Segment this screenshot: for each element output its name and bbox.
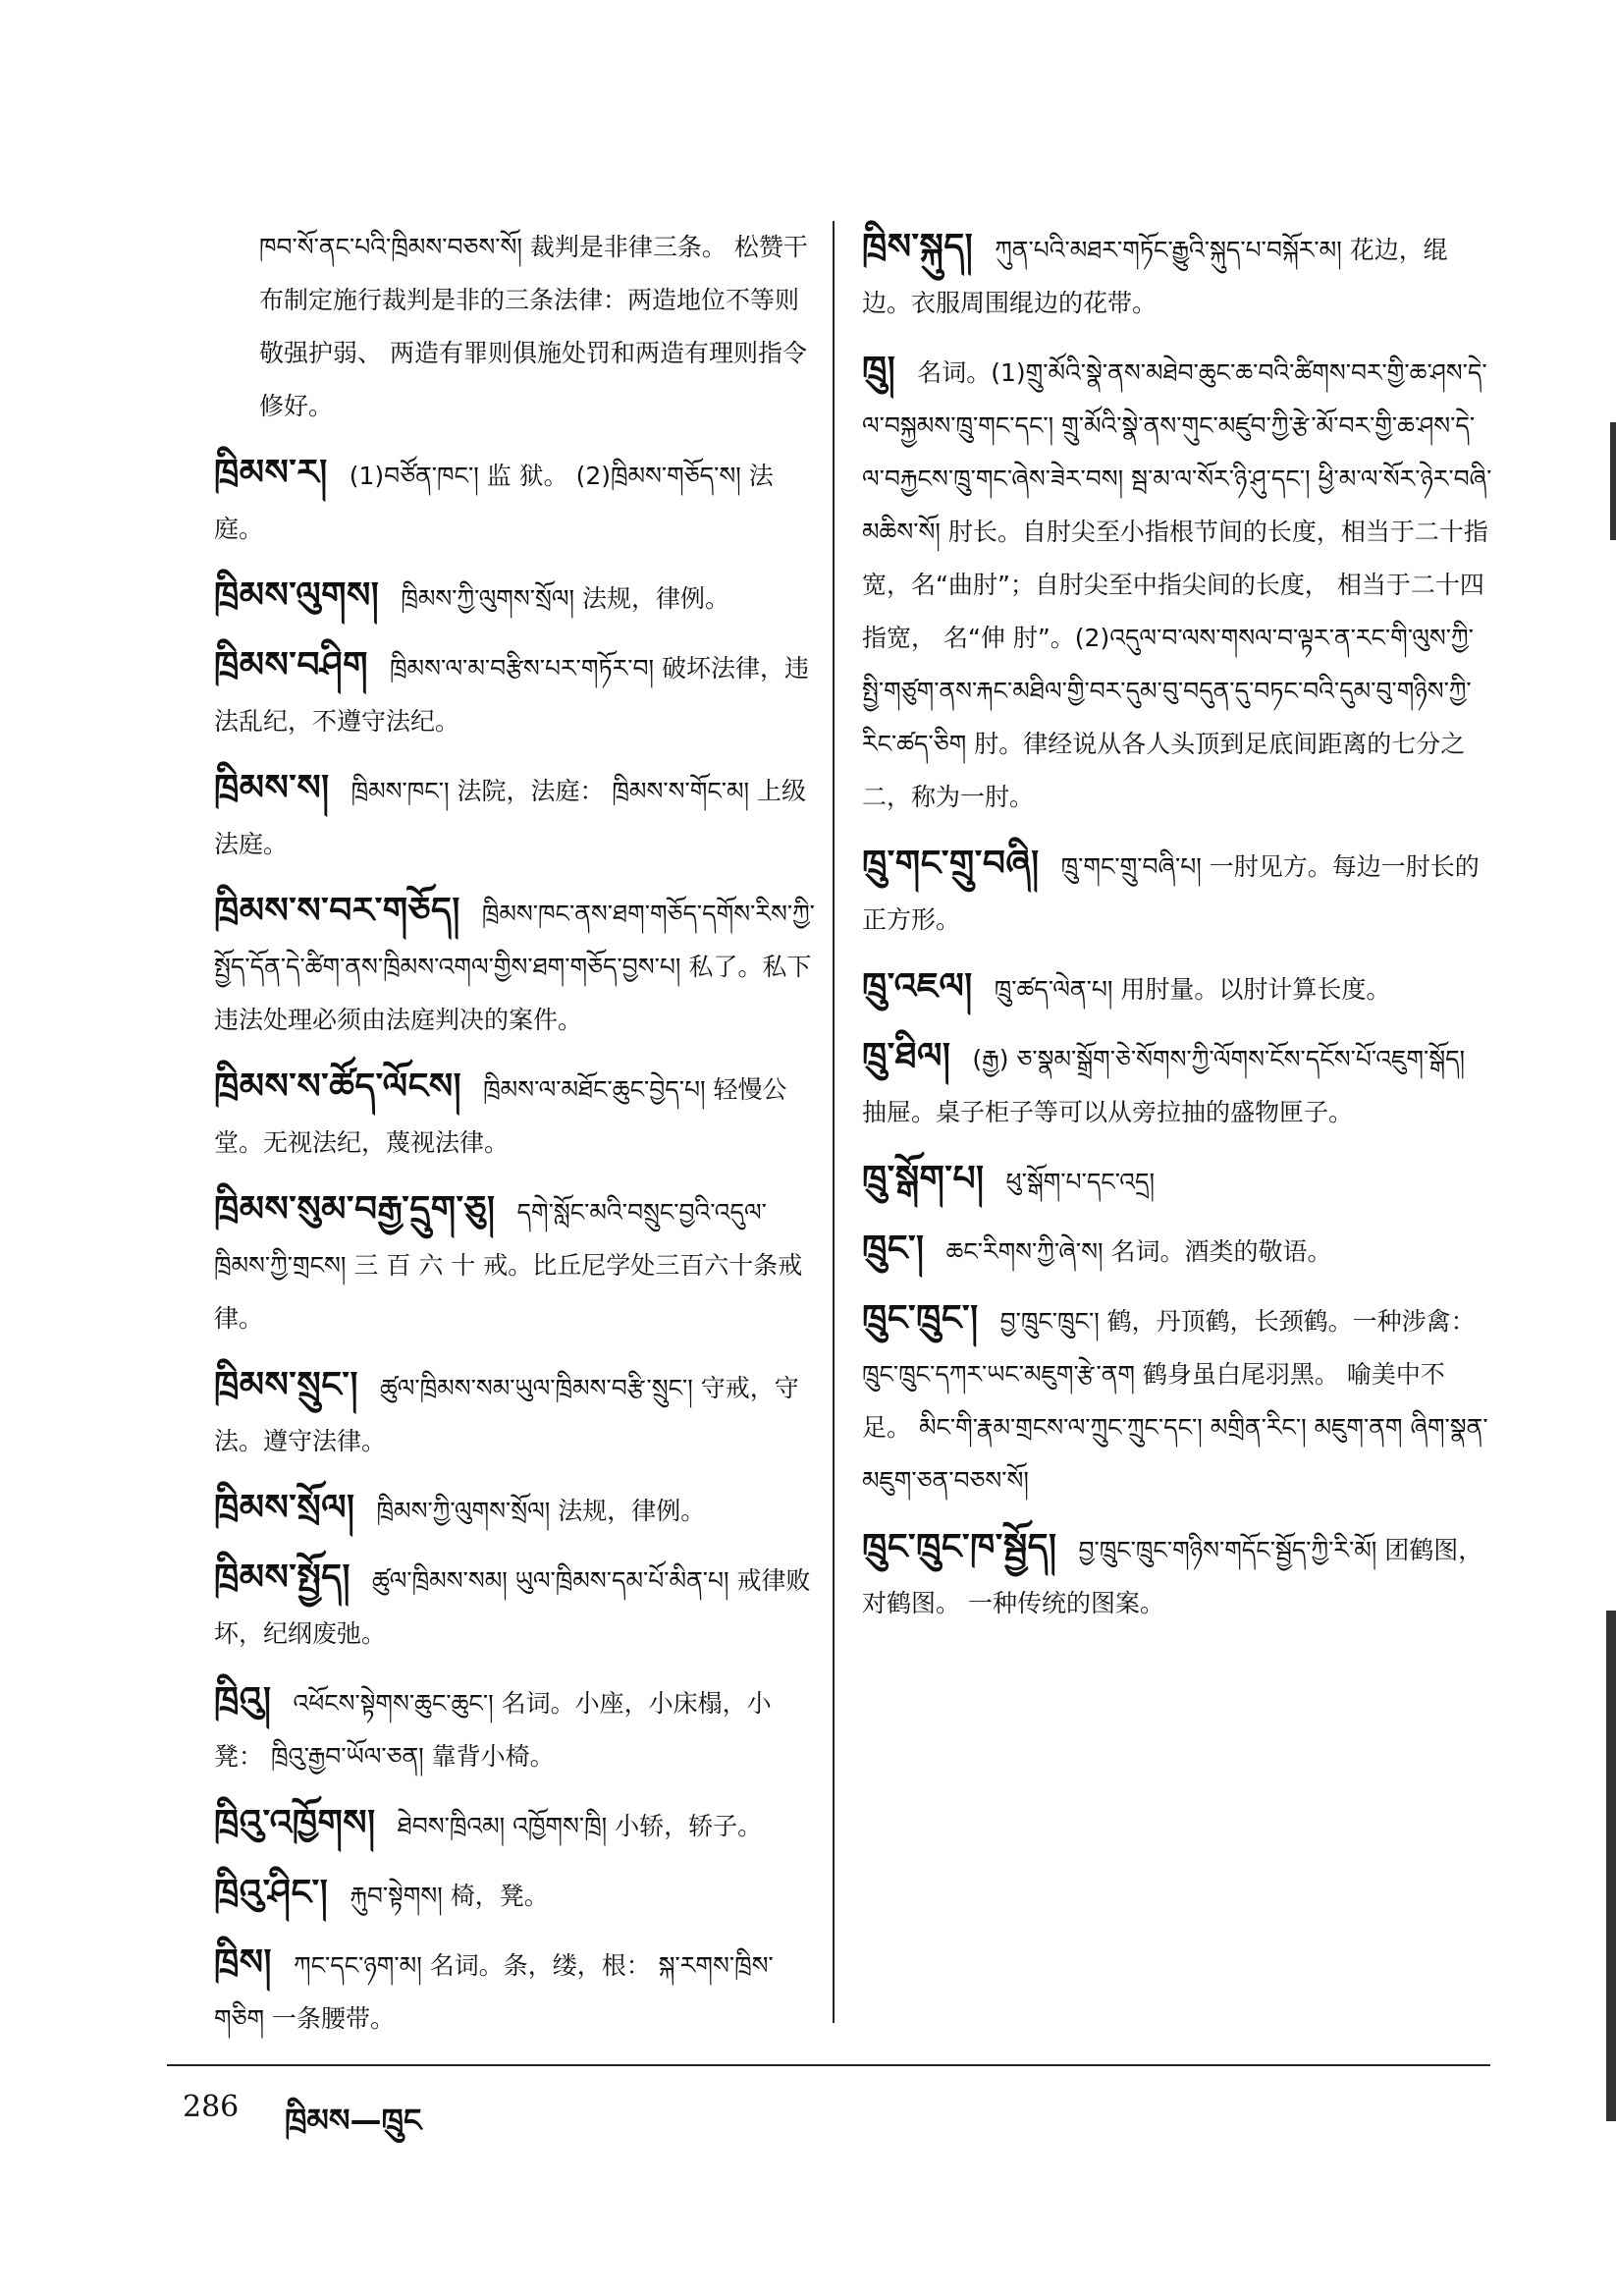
headword: ཁྲིམས་བཤིག: [214, 645, 369, 685]
definition: ཐེབས་ཁྲིའམ། འཁྱོགས་ཁྲི། 小轿，轿子。: [397, 1812, 763, 1840]
headword: ཁྲུ་འཇལ།: [862, 966, 973, 1007]
dictionary-entry: [214, 221, 815, 433]
headword: ཁྲུ་གང་གྲུ་བཞི།: [862, 844, 1040, 884]
headword: ཁྲིའུ།: [214, 1680, 272, 1721]
definition: ཕུ་སྒོག་པ་དང་འདྲ།: [1005, 1168, 1155, 1196]
headword: ཁྲིམས་སྲོལ།: [214, 1488, 355, 1528]
dictionary-entry: [214, 1183, 815, 1345]
definition: ཁྲིམས་ཀྱི་ལུགས་སྲོལ། 法规，律例。: [376, 1497, 706, 1525]
dictionary-entry: [214, 447, 815, 556]
definition: ཁྲིམས་ཁང་ནས་ཐག་གཅོད་དགོས་རིས་ཀྱི་སྤྱོད་དོན་དེ་ཚིག་ནས་ཁྲིམས་འགལ་གྱིས་ཐག་གཅོད་བྱས་པ། 私了。私下违法处理必须由法庭判决的案件。: [214, 900, 815, 1034]
dictionary-entry: [214, 1359, 815, 1468]
headword: ཁྲུ་ཐིལ།: [862, 1036, 951, 1076]
dictionary-entry: [214, 1674, 815, 1783]
dictionary-entry: [214, 1867, 815, 1923]
headword: ཁྲིམས་སྤྱོད།: [214, 1558, 350, 1598]
definition: ཚུལ་ཁྲིམས་སམ་ཡུལ་ཁྲིམས་བརྩི་སྲུང་། 守戒，守法。遵守法律。: [214, 1374, 799, 1455]
dictionary-entry: [214, 570, 815, 626]
definition: ཁྲིམས་ཁང་། 法院，法庭： ཁྲིམས་ས་གོང་མ། 上级法庭。: [214, 777, 807, 858]
dictionary-entry: [214, 885, 815, 1047]
headword: ཁྲིའུ་འཁྱོགས།: [214, 1803, 376, 1843]
definition: ཀང་དང་ཉག་མ། 名词。条，缕，根： སྐ་རགས་ཁྲིས་གཅིག 一条腰带。: [214, 1951, 774, 2033]
definition: བྱ་ཁྲུང་ཁྲུང་། 鹤，丹顶鹤，长颈鹤。一种涉禽： ཁྲུང་ཁྲུང་དཀར་ཡང་མཇུག་རྩེ་ནག 鹤身虽白尾羽黑。 喻美中不足。 མིང་གི་རྣམ་གྲངས་ལ་ཀྲུང་ཀྲུང་དང་། མགྲིན་རིང་། མཇུག་ནག ཞིག་སྣན་མཇུག་ཅན་བཅས་སོ།: [862, 1307, 1488, 1495]
dictionary-entry: [862, 1521, 1492, 1630]
edge-mark: [1606, 1611, 1616, 2121]
column-divider: [833, 221, 835, 2023]
definition: བྱ་ཁྲུང་ཁྲུང་གཉིས་གདོང་སྦྱོད་ཀྱི་རི་མོ། 团鹤图， 对鹤图。 一种传统的图案。: [862, 1536, 1483, 1617]
dictionary-entry: [214, 762, 815, 871]
definition: ཆང་རིགས་ཀྱི་ཞེ་ས། 名词。酒类的敬语。: [945, 1237, 1332, 1266]
headword: ཁྲུ་སྒོག་པ།: [862, 1159, 985, 1199]
headword: ཁྲིམས་ས་ཚོད་ལོངས།: [214, 1066, 462, 1107]
definition: ཁྲུ་གང་གྲུ་བཞི་པ། 一肘见方。每边一肘长的正方形。: [862, 852, 1480, 934]
headword: ཁྲུང་།: [862, 1229, 925, 1269]
dictionary-entry: [862, 838, 1492, 947]
dictionary-entry: [862, 960, 1492, 1016]
dictionary-entry: [862, 1223, 1492, 1279]
dictionary-entry: [214, 1937, 815, 2046]
left-column: [214, 221, 815, 2059]
definition: 名词。(1)གྲུ་མོའི་སྣེ་ནས་མཐེབ་ཆུང་ཆ་བའི་ཚིགས་བར་གྱི་ཆ་ཤས་དེ་ལ་བསྐྱམས་ཁྲུ་གང་དང་། གྲུ་མོའི་སྣེ་ནས་གུང་མཛུབ་ཀྱི་རྩེ་མོ་བར་གྱི་ཆ་ཤས་དེ་ལ་བརྐྱངས་ཁྲུ་གང་ཞེས་ཟེར་བས། སྦ་མ་ལ་སོར་ཉི་ཤུ་དང་། ཕྱི་མ་ལ་སོར་ཉེར་བཞི་མཆིས་སོ། 肘长。自肘尖至小指根节间的长度，相当于二十指宽，名“曲肘”；自肘尖至中指尖间的长度， 相当于二十四指宽， 名“伸 肘”。(2)འདུལ་བ་ལས་གསལ་བ་ལྟར་ན་རང་གི་ལུས་ཀྱི་སྤྱི་གཙུག་ནས་རྐང་མཐིལ་གྱི་བར་དུམ་བུ་བདུན་དུ་བཏང་བའི་དུམ་བུ་གཉིས་ཀྱི་རིང་ཚད་ཅིག 肘。律经说从各人头顶到足底间距离的七分之二，称为一肘。: [862, 358, 1492, 811]
running-head: ཁྲིམས—ཁྲུང: [285, 2102, 422, 2139]
definition: ཁྲུ་ཚད་ལེན་པ། 用肘量。以肘计算长度。: [994, 975, 1391, 1004]
headword: ཁྲིམས་ར།: [214, 453, 328, 493]
definition: ཁྲིམས་ལ་མཐོང་ཆུང་བྱེད་པ། 轻慢公堂。无视法纪，蔑视法律。: [214, 1075, 787, 1157]
definition: ཁྲིམས་ལ་མ་བརྩིས་པར་གཏོར་བ། 破坏法律，违法乱纪，不遵守法纪。: [214, 654, 810, 736]
headword: ཁྲིས།: [214, 1942, 272, 1983]
definition: ཀུན་པའི་མཐར་གཏོང་རྒྱུའི་སྐུད་པ་བསྐོར་མ། 花边，绲边。衣服周围绲边的花带。: [862, 236, 1448, 317]
headword: ཁྲུང་ཁྲུང་།: [862, 1298, 979, 1339]
dictionary-entry: [214, 639, 815, 748]
headword: ཁྲིམས་སུམ་བརྒྱ་དྲུག་ཅུ།: [214, 1189, 496, 1230]
footer-rule: [167, 2064, 1490, 2066]
right-column: [862, 221, 1492, 1644]
edge-mark: [1610, 422, 1616, 540]
headword: ཁྲིམས་སྲུང་།: [214, 1365, 358, 1405]
definition: ཁབ་སོ་ནང་པའི་ཁྲིམས་བཅས་སོ། 裁判是非律三条。 松赞干布制定施行裁判是非的三条法律：两造地位不等则敬强护弱、 两造有罪则俱施处罚和两造有理则指令修好。: [259, 233, 808, 420]
dictionary-entry: [214, 1797, 815, 1853]
headword: ཁྲིས་སྐུད།: [862, 227, 974, 267]
definition: (1)བཙོན་ཁང་། 监 狱。 (2)ཁྲིམས་གཅོད་ས། 法庭。: [214, 462, 774, 543]
dictionary-entry: [214, 1061, 815, 1170]
headword: ཁྲིམས་ལུགས།: [214, 575, 380, 616]
definition: འཕོངས་སྟེགས་ཆུང་ཆུང་། 名词。小座，小床榻，小凳： ཁྲིའུ་རྒྱབ་ཡོལ་ཅན། 靠背小椅。: [214, 1689, 772, 1771]
definition: ཁྲིམས་ཀྱི་ལུགས་སྲོལ། 法规，律例。: [401, 584, 729, 613]
headword: ཁྲུ།: [862, 350, 896, 390]
dictionary-entry: [214, 1552, 815, 1661]
headword: ཁྲིའུ་ཤིང་།: [214, 1873, 329, 1913]
headword: ཁྲུང་ཁྲུང་ཁ་སྦྱོད།: [862, 1527, 1057, 1567]
definition: (རྒྱ) ཅ་སྣམ་སྒྲོག་ཅེ་སོགས་ཀྱི་ལོགས་ངོས་དངོས་པོ་འཇུག་སྒོད། 抽屉。桌子柜子等可以从旁拉抽的盛物匣子。: [862, 1045, 1466, 1126]
dictionary-entry: [214, 1482, 815, 1538]
definition: རྐུབ་སྟེགས། 椅，凳。: [350, 1882, 549, 1910]
dictionary-entry: [862, 1292, 1492, 1507]
dictionary-entry: [862, 344, 1492, 824]
definition: ཚུལ་ཁྲིམས་སམ། ཡུལ་ཁྲིམས་དམ་པོ་མིན་པ། 戒律败坏，纪纲废弛。: [214, 1566, 811, 1648]
headword: ཁྲིམས་ས།: [214, 768, 330, 808]
dictionary-entry: [862, 221, 1492, 330]
definition: དགེ་སློང་མའི་བསྲུང་བྱའི་འདུལ་ཁྲིམས་ཀྱི་གྲངས། 三 百 六 十 戒。比丘尼学处三百六十条戒律。: [214, 1198, 803, 1333]
dictionary-entry: [862, 1030, 1492, 1139]
page-number: 286: [183, 2090, 240, 2124]
headword: ཁྲིམས་ས་བར་གཅོད།: [214, 891, 460, 931]
dictionary-entry: [862, 1153, 1492, 1209]
